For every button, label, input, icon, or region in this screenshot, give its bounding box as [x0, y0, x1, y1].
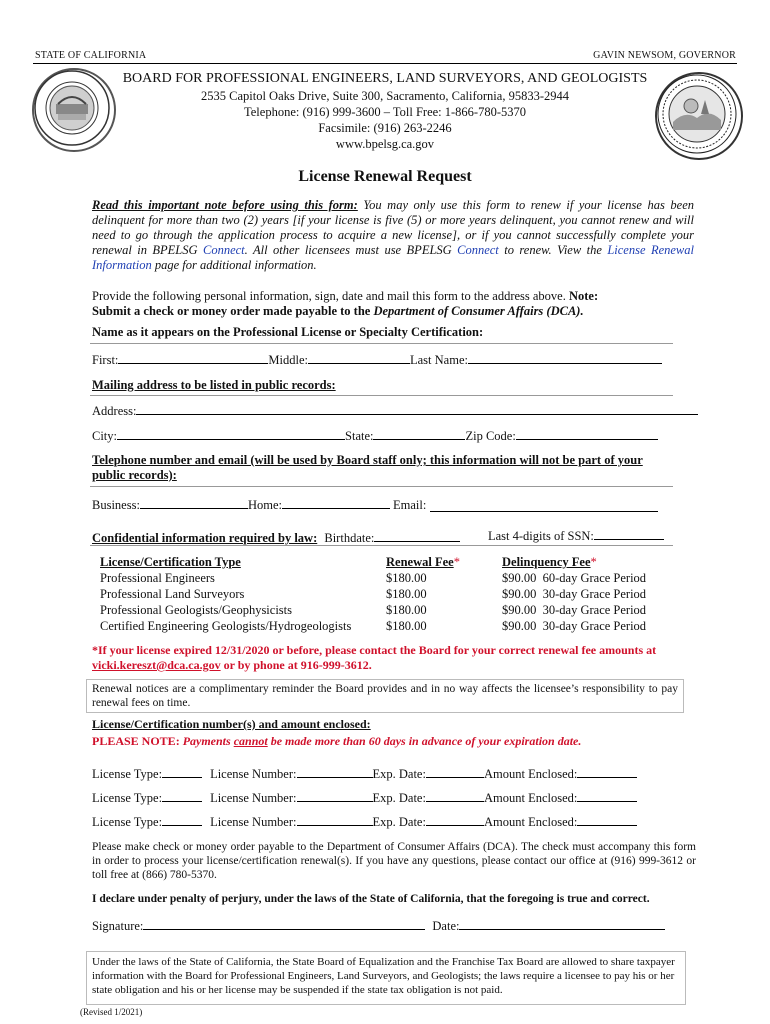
expired-note — [92, 643, 692, 673]
divider — [90, 545, 673, 546]
divider — [90, 486, 673, 487]
fee-type: Professional Engineers — [100, 571, 215, 585]
name-heading: Name as it appears on the Professional License or Specialty Certification: — [92, 325, 484, 339]
exp-date-label: Exp. Date: — [372, 767, 426, 781]
birthdate-label: Birthdate: — [324, 531, 375, 545]
dca-name: Department of Consumer Affairs (DCA). — [373, 304, 584, 318]
address-field[interactable] — [136, 401, 698, 415]
address-label: Address: — [92, 404, 137, 418]
license-type-field[interactable] — [162, 812, 202, 826]
fee-table-header — [100, 554, 677, 570]
state-label: State: — [345, 429, 374, 443]
amount-label: Amount Enclosed: — [483, 815, 578, 829]
amount-label: Amount Enclosed: — [483, 767, 578, 781]
governor-label: GAVIN NEWSOM, GOVERNOR — [593, 50, 736, 61]
renewal-fee: $180.00 — [386, 619, 427, 633]
name-row — [92, 350, 662, 368]
expired-text: *If your license expired 12/31/2020 or before, please contact the Board for your correct renewal fee amounts at — [92, 643, 657, 657]
amount-label: Amount Enclosed: — [483, 791, 578, 805]
delinquency-amount: $90.00 — [502, 619, 537, 633]
ssn-label: Last 4-digits of SSN: — [488, 529, 594, 543]
instructions-bold: Submit a check or money order made payable to the — [92, 304, 374, 318]
delinquency-amount: $90.00 — [502, 587, 537, 601]
dca-seal-icon — [32, 68, 116, 152]
connect-link-2[interactable]: Connect — [457, 243, 499, 257]
payment-text: Please make check or money order payable to the Department of Consumer Affairs (DCA). The check must accompany this form in order to process your license/certification renewal(s). If you have any questions, please contact our office at (916) 999-3612 or toll free at (866) 780-5370. — [92, 841, 696, 881]
delinquency-fee — [502, 602, 677, 618]
license-number-label: License Number: — [210, 767, 297, 781]
revised-date: (Revised 1/2021) — [80, 1007, 143, 1017]
note-text: . All other licensees must use BPELSG — [244, 243, 458, 257]
license-number-field[interactable] — [297, 764, 373, 778]
col-type-header: License/Certification Type — [100, 555, 241, 569]
header-rule — [33, 63, 737, 64]
city-row — [92, 426, 658, 444]
note-text: page for additional information. — [151, 258, 317, 272]
col-renewal-header — [386, 554, 502, 570]
phone-heading: Telephone number and email (will be used by Board staff only; this information will not be part of your public records): — [92, 453, 643, 482]
grace-period: 30-day Grace Period — [542, 619, 647, 633]
please-note-cannot: cannot — [233, 734, 268, 748]
note-text: to renew. View the — [498, 243, 608, 257]
license-heading: License/Certification number(s) and amount enclosed: — [92, 717, 371, 731]
confidential-heading: Confidential information required by law: — [92, 531, 318, 545]
renewal-notice: Renewal notices are a complimentary reminder the Board provides and in no way affects the licensee’s responsibility to pay renewal fees on time. — [92, 683, 678, 709]
phone-row — [92, 495, 658, 513]
ssn-row — [488, 526, 664, 544]
board-website[interactable]: www.bpelsg.ca.gov — [335, 137, 435, 151]
delinquency-fee — [502, 570, 677, 586]
table-row — [100, 570, 677, 586]
table-row — [100, 602, 677, 618]
exp-date-label: Exp. Date: — [372, 815, 426, 829]
divider — [90, 343, 673, 344]
license-type-label: License Type: — [92, 815, 163, 829]
middle-name-field[interactable] — [308, 350, 410, 364]
signature-row — [92, 916, 665, 934]
license-number-field[interactable] — [297, 788, 373, 802]
please-note-text: be made more than 60 days in advance of your expiration date. — [267, 734, 582, 748]
license-type-label: License Type: — [92, 791, 163, 805]
delinquency-amount: $90.00 — [502, 603, 537, 617]
col-delinquency-header — [502, 554, 677, 570]
fee-table — [100, 554, 677, 634]
please-note-text: Payments — [179, 734, 234, 748]
renewal-fee: $180.00 — [386, 587, 427, 601]
grace-period: 30-day Grace Period — [542, 587, 647, 601]
home-label: Home: — [247, 498, 282, 512]
city-label: City: — [92, 429, 118, 443]
signature-field[interactable] — [143, 916, 425, 930]
license-type-field[interactable] — [162, 788, 202, 802]
birthdate-field[interactable] — [374, 528, 460, 542]
table-row — [100, 618, 677, 634]
license-type-label: License Type: — [92, 767, 163, 781]
last-name-field[interactable] — [468, 350, 662, 364]
renewal-fee: $180.00 — [386, 603, 427, 617]
page-title: License Renewal Request — [298, 168, 472, 185]
instructions — [92, 289, 694, 319]
zip-label: Zip Code: — [465, 429, 516, 443]
first-label: First: — [92, 353, 119, 367]
fee-type: Certified Engineering Geologists/Hydrogeologists — [100, 619, 352, 633]
home-phone-field[interactable] — [282, 495, 390, 509]
first-name-field[interactable] — [118, 350, 268, 364]
license-number-label: License Number: — [210, 815, 297, 829]
city-field[interactable] — [117, 426, 345, 440]
note-lead: Read this important note before using this form: — [92, 198, 358, 212]
mailing-heading: Mailing address to be listed in public records: — [92, 378, 336, 392]
license-number-label: License Number: — [210, 791, 297, 805]
board-name: BOARD FOR PROFESSIONAL ENGINEERS, LAND SURVEYORS, AND GEOLOGISTS — [122, 71, 648, 86]
last-label: Last Name: — [410, 353, 468, 367]
please-note-label: PLEASE NOTE: — [92, 734, 180, 748]
col-renewal-label: Renewal Fee — [386, 555, 454, 569]
expired-text: or by phone at 916-999-3612. — [220, 658, 372, 672]
fee-type: Professional Geologists/Geophysicists — [100, 603, 293, 617]
amount-field[interactable] — [577, 788, 637, 802]
business-label: Business: — [92, 498, 140, 512]
delinquency-amount: $90.00 — [502, 571, 537, 585]
state-field[interactable] — [373, 426, 465, 440]
note-label: Note: — [568, 289, 599, 303]
state-label: STATE OF CALIFORNIA — [35, 50, 147, 61]
col-delinquency-label: Delinquency Fee — [502, 555, 591, 569]
delinquency-fee — [502, 586, 677, 602]
declaration: I declare under penalty of perjury, under the laws of the State of California, that the foregoing is true and correct. — [92, 893, 650, 905]
footer-text: Under the laws of the State of California, the State Board of Equalization and the Franchise Tax Board are allowed to share taxpayer information with the Board for Professional Engineers, Land Surveyors, and Geologists; the laws require a licensee to pay his or her state obligation and his or her license may be suspended if the state tax obligation is not paid. — [92, 956, 675, 996]
asterisk: * — [453, 555, 460, 569]
state-seal-icon — [655, 72, 743, 160]
exp-date-label: Exp. Date: — [372, 791, 426, 805]
zip-field[interactable] — [516, 426, 658, 440]
license-row-2 — [92, 788, 637, 806]
note-text: You may only use this form to renew if your license has been delinquent for more than two (2) years [if your license is five (5) or more years delinquent, you cannot renew and will need to go through the application process to acquire a new license], or if you cannot successfully complete your renewal in BPELSG — [92, 198, 694, 257]
exp-date-field[interactable] — [426, 764, 484, 778]
email-field[interactable] — [430, 498, 658, 512]
fee-type: Professional Land Surveyors — [100, 587, 245, 601]
ssn-field[interactable] — [594, 526, 664, 540]
middle-label: Middle: — [268, 353, 308, 367]
email-label: Email: — [392, 498, 427, 512]
asterisk: * — [590, 555, 597, 569]
license-row-1 — [92, 764, 637, 782]
confidential-row — [92, 528, 460, 546]
date-field[interactable] — [459, 916, 665, 930]
signature-label: Signature: — [92, 919, 144, 933]
please-note — [92, 734, 581, 749]
license-row-3 — [92, 812, 637, 830]
amount-field[interactable] — [577, 812, 637, 826]
grace-period: 30-day Grace Period — [542, 603, 647, 617]
board-telephone: Telephone: (916) 999-3600 – Toll Free: 1-866-780-5370 — [244, 105, 526, 119]
connect-link-1[interactable]: Connect — [202, 243, 245, 257]
exp-date-field[interactable] — [426, 788, 484, 802]
board-facsimile: Facsimile: (916) 263-2246 — [318, 121, 452, 135]
renewal-info-link[interactable]: License Renewal Information — [92, 243, 694, 272]
date-label: Date: — [432, 919, 460, 933]
divider — [90, 395, 673, 396]
renewal-fee: $180.00 — [386, 571, 427, 585]
amount-field[interactable] — [577, 764, 637, 778]
instructions-text: Provide the following personal information, sign, date and mail this form to the address above. — [92, 289, 569, 303]
grace-period: 60-day Grace Period — [542, 571, 647, 585]
license-number-field[interactable] — [297, 812, 373, 826]
board-address: 2535 Capitol Oaks Drive, Suite 300, Sacramento, California, 95833-2944 — [201, 89, 569, 103]
delinquency-fee — [502, 618, 677, 634]
important-note — [92, 198, 694, 273]
business-phone-field[interactable] — [140, 495, 248, 509]
exp-date-field[interactable] — [426, 812, 484, 826]
table-row — [100, 586, 677, 602]
address-row — [92, 401, 698, 419]
license-type-field[interactable] — [162, 764, 202, 778]
contact-email-link[interactable]: vicki.kereszt@dca.ca.gov — [92, 658, 221, 672]
